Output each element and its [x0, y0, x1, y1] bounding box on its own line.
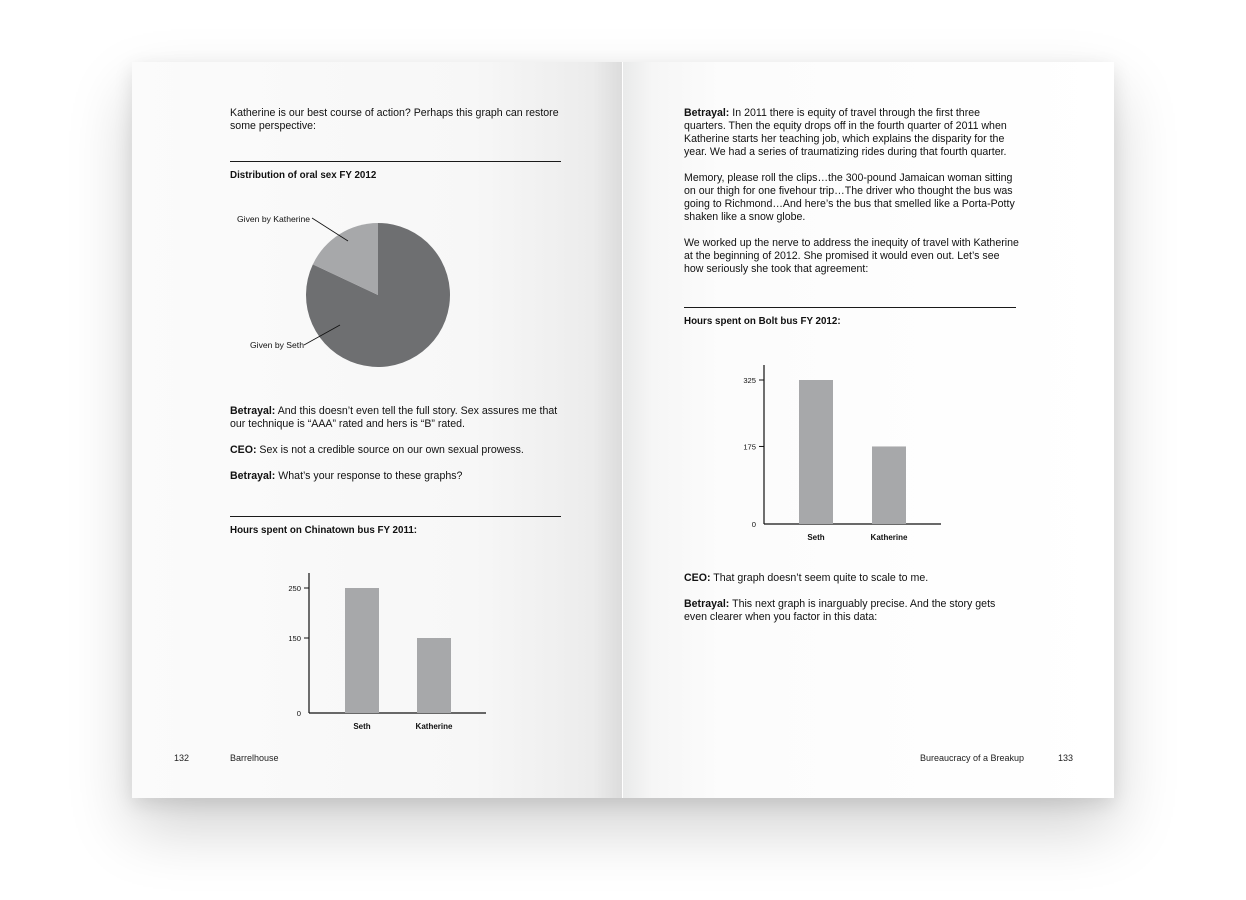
bolt-chart-heading: Hours spent on Bolt bus FY 2012: — [684, 316, 841, 327]
chinatown-chart-heading: Hours spent on Chinatown bus FY 2011: — [230, 525, 418, 536]
x-tick-label: Seth — [353, 722, 371, 731]
running-head-right: Bureaucracy of a Breakup — [920, 753, 1025, 763]
dialogue-text: That graph doesn’t seem quite to scale to me. — [710, 572, 929, 584]
left-dialogue — [230, 405, 560, 483]
dialogue-text: What’s your response to these graphs? — [275, 470, 463, 482]
dialogue-line — [230, 444, 560, 457]
section-rule — [230, 516, 561, 517]
dialogue-text: This next graph is inarguably precise. And the story gets even clearer when you factor in this data: — [684, 598, 996, 623]
paragraph-text: We worked up the nerve to address the inequity of travel with Katherine at the beginning of 2012. She promised it would even out. Let’s see how seriously she took that agreement: — [684, 237, 1019, 275]
x-tick-label: Katherine — [415, 722, 453, 731]
left-page — [132, 62, 622, 798]
right-dialogue — [684, 572, 1019, 624]
pie-chart-heading: Distribution of oral sex FY 2012 — [230, 170, 377, 181]
body-paragraph — [684, 172, 1019, 224]
y-tick-label: 175 — [743, 442, 756, 452]
bolt-bar-chart — [728, 349, 958, 549]
pie-label-katherine: Given by Katherine — [237, 214, 311, 224]
intro-paragraph — [230, 107, 560, 133]
section-rule — [230, 161, 561, 162]
x-tick-label: Seth — [807, 533, 825, 542]
bar-katherine — [872, 446, 906, 524]
dialogue-line — [684, 598, 1019, 624]
dialogue-line — [230, 405, 560, 431]
bar-seth — [345, 588, 379, 713]
speaker-label: Betrayal: — [230, 405, 276, 417]
right-paragraphs — [684, 107, 1019, 276]
chinatown-bar-chart — [272, 567, 502, 737]
page-number-right: 133 — [1058, 753, 1074, 763]
speaker-label: Betrayal: — [230, 470, 276, 482]
y-tick-label: 250 — [288, 584, 301, 593]
bar-katherine — [417, 638, 451, 713]
intro-text: Katherine is our best course of action? Perhaps this graph can restore some perspective: — [230, 107, 559, 132]
dialogue-text: And this doesn’t even tell the full story. Sex assures me that our technique is “AAA” rated and hers is “B” rated. — [230, 405, 558, 430]
y-tick-label: 325 — [743, 376, 756, 385]
pie-leader-katherine — [312, 218, 348, 241]
pie-chart — [230, 202, 470, 372]
speaker-label: CEO: — [684, 572, 711, 584]
y-tick-label: 150 — [288, 634, 301, 643]
body-paragraph — [684, 237, 1019, 276]
dialogue-line — [684, 572, 1019, 585]
right-page — [623, 62, 1114, 798]
paragraph-text: Memory, please roll the clips…the 300-pound Jamaican woman sitting on our thigh for one fivehour trip…The driver who thought the bus was going to Richmond…And here’s the bus that smelled like a Porta-Potty shaken like a snow globe. — [684, 172, 1015, 223]
speaker-label: CEO: — [230, 444, 257, 456]
bar-seth — [799, 380, 833, 524]
body-paragraph — [684, 107, 1019, 159]
y-tick-label: 0 — [296, 709, 301, 718]
speaker-label: Betrayal: — [684, 598, 730, 610]
page-number-left: 132 — [174, 753, 190, 763]
paragraph-text: In 2011 there is equity of travel through the first three quarters. Then the equity drops off in the fourth quarter of 2011 when Katherine starts her teaching job, which explains the disparity for the year. We had a series of traumatizing rides during that fourth quarter. — [684, 107, 1007, 158]
dialogue-line — [230, 470, 560, 483]
x-tick-label: Katherine — [870, 533, 908, 542]
speaker-label: Betrayal: — [684, 107, 730, 119]
y-tick-label: 0 — [751, 520, 756, 529]
dialogue-text: Sex is not a credible source on our own sexual prowess. — [256, 444, 524, 456]
running-head-left: Barrelhouse — [230, 753, 279, 763]
pie-label-seth: Given by Seth — [250, 340, 304, 350]
section-rule — [684, 307, 1016, 308]
